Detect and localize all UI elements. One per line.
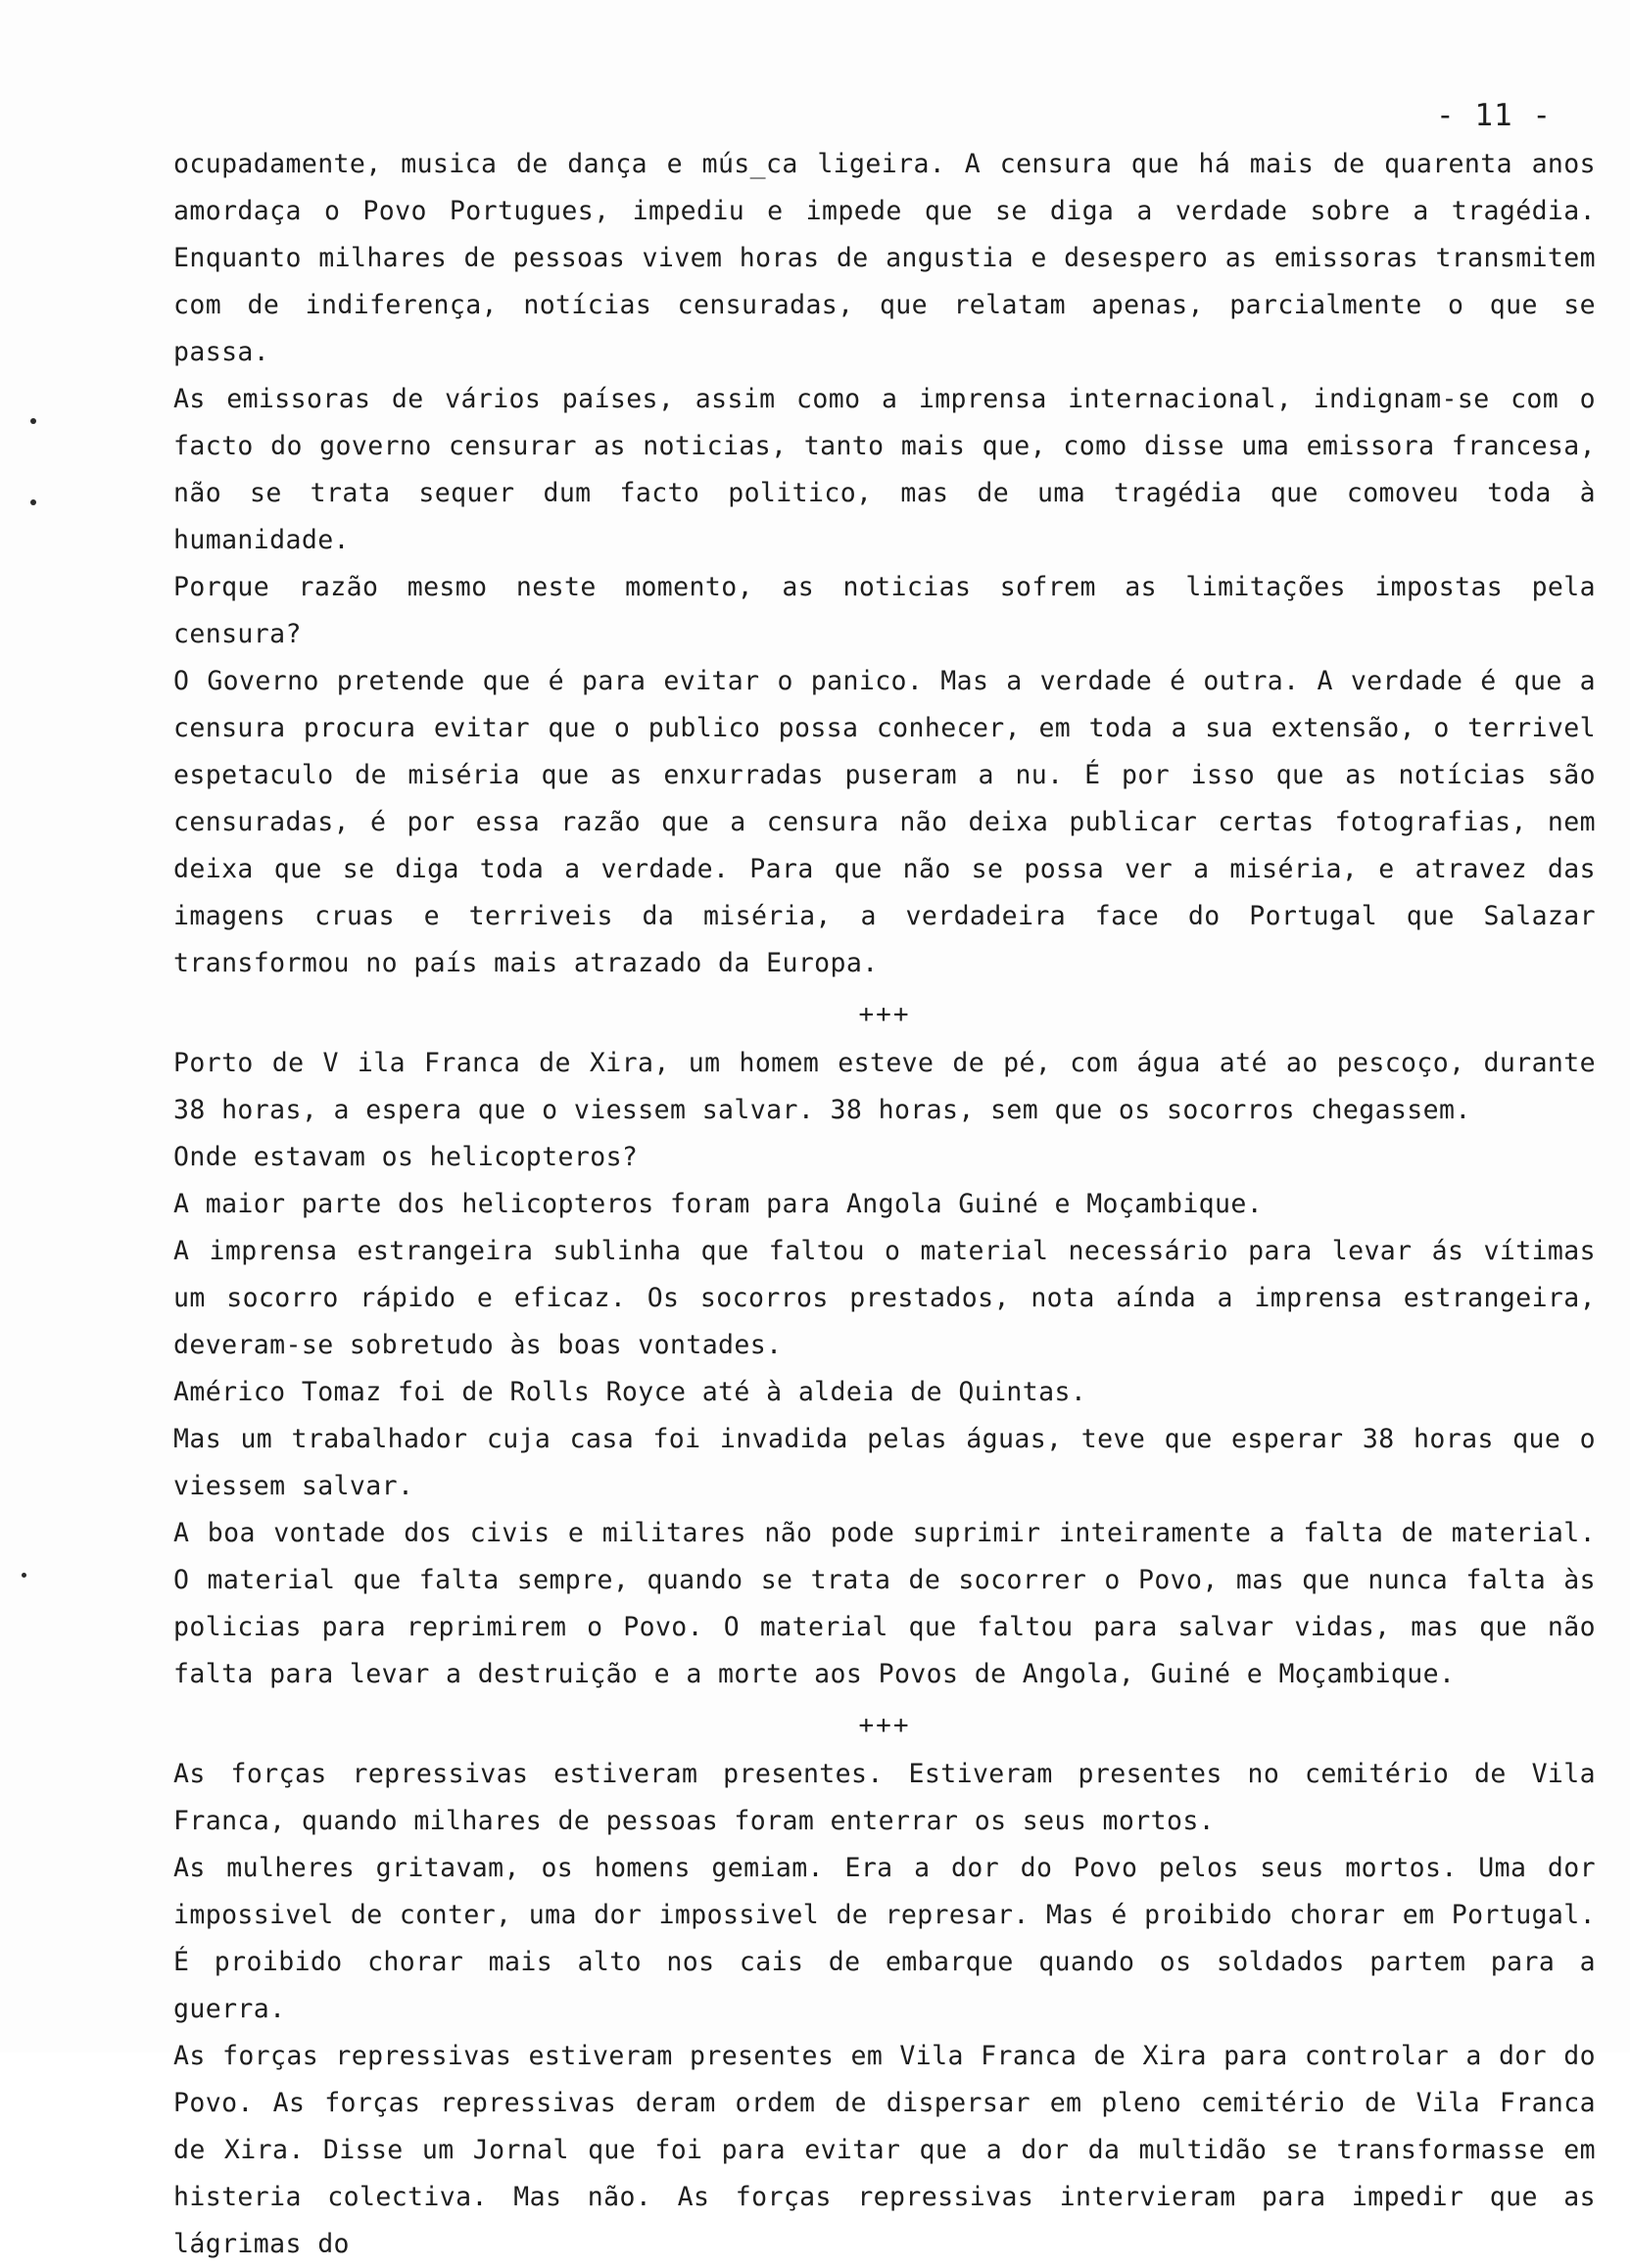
page-number: - 11 - xyxy=(1436,98,1552,133)
paragraph: Américo Tomaz foi de Rolls Royce até à aldeia de Quintas. xyxy=(173,1377,1087,1407)
margin-mark-3 xyxy=(22,1573,26,1578)
margin-mark-2 xyxy=(30,499,36,505)
paragraph: Onde estavam os helicopteros? xyxy=(173,1142,639,1172)
paragraph: ocupadamente, musica de dança e mús_ca ligeira. A censura que há mais de quarenta anos amordaça o Povo Portugues, impediu e impede que se diga a verdade sobre a tragédia. Enquanto milhares de pessoas vivem horas de angustia e desespero as emissoras transmitem com de indiferença, notícias censuradas, que relatam apenas, parcialmente o que se passa. xyxy=(173,149,1596,367)
paragraph: Porto de V ila Franca de Xira, um homem esteve de pé, com água até ao pescoço, durante 38 horas, a espera que o viessem salvar. 38 horas, sem que os socorros chegassem. xyxy=(173,1048,1596,1125)
paragraph: O Governo pretende que é para evitar o panico. Mas a verdade é outra. A verdade é que a censura procura evitar que o publico possa conhecer, em toda a sua extensão, o terrivel espetaculo de miséria que as enxurradas puseram a nu. É por isso que as notícias são censuradas, é por essa razão que a censura não deixa publicar certas fotografias, nem deixa que se diga toda a verdade. Para que não se possa ver a miséria, e atravez das imagens cruas e terriveis da miséria, a verdadeira face do Portugal que Salazar transformou no país mais atrazado da Europa. xyxy=(173,666,1596,978)
paragraph: A boa vontade dos civis e militares não pode suprimir inteiramente a falta de material. O material que falta sempre, quando se trata de socorrer o Povo, mas que nunca falta às policias para reprimirem o Povo. O material que faltou para salvar vidas, mas que não falta para levar a destruição e a morte aos Povos de Angola, Guiné e Moçambique. xyxy=(173,1518,1596,1689)
paragraph: A maior parte dos helicopteros foram para Angola Guiné e Moçambique. xyxy=(173,1189,1264,1219)
section-separator: +++ xyxy=(858,1711,911,1740)
paragraph: Porque razão mesmo neste momento, as noticias sofrem as limitações impostas pela censura? xyxy=(173,572,1596,649)
paragraph: As forças repressivas estiveram presentes. Estiveram presentes no cemitério de Vila Franca, quando milhares de pessoas foram enterrar os seus mortos. xyxy=(173,1759,1596,1836)
margin-mark-1 xyxy=(30,418,36,424)
paragraph: As forças repressivas estiveram presentes em Vila Franca de Xira para controlar a dor do Povo. As forças repressivas deram ordem de dispersar em pleno cemitério de Vila Franca de Xira. Disse um Jornal que foi para evitar que a dor da multidão se transformasse em histeria colectiva. Mas não. As forças repressivas intervieram para impedir que as lágrimas do xyxy=(173,2041,1596,2259)
section-separator: +++ xyxy=(858,1000,911,1029)
paragraph: As emissoras de vários países, assim como a imprensa internacional, indignam-se com o facto do governo censurar as noticias, tanto mais que, como disse uma emissora francesa, não se trata sequer dum facto politico, mas de uma tragédia que comoveu toda à humanidade. xyxy=(173,384,1596,555)
paragraph: As mulheres gritavam, os homens gemiam. Era a dor do Povo pelos seus mortos. Uma dor impossivel de conter, uma dor impossivel de represar. Mas é proibido chorar em Portugal. É proibido chorar mais alto nos cais de embarque quando os soldados partem para a guerra. xyxy=(173,1853,1596,2024)
document-body xyxy=(173,141,1596,2268)
paragraph: Mas um trabalhador cuja casa foi invadida pelas águas, teve que esperar 38 horas que o viessem salvar. xyxy=(173,1424,1596,1501)
paragraph: A imprensa estrangeira sublinha que faltou o material necessário para levar ás vítimas um socorro rápido e eficaz. Os socorros prestados, nota aínda a imprensa estrangeira, deveram-se sobretudo às boas vontades. xyxy=(173,1236,1596,1360)
